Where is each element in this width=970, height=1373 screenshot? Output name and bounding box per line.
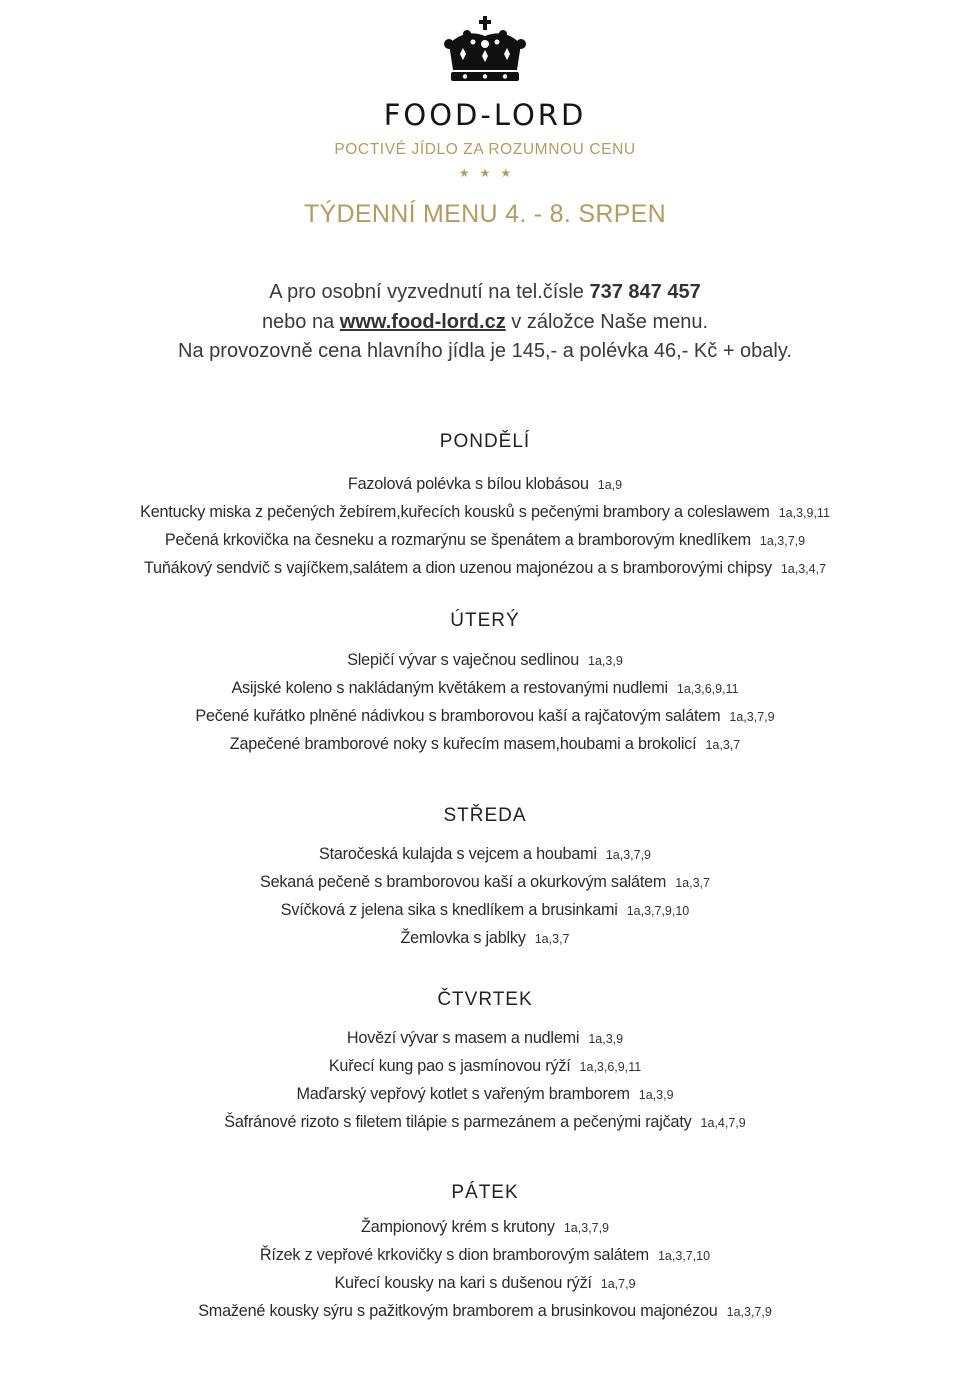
website-link[interactable]: www.food-lord.cz (339, 311, 506, 333)
dish-name: Šafránové rizoto s filetem tilápie s parmezánem a pečenými rajčaty (224, 1113, 692, 1131)
menu-item (0, 707, 970, 726)
info-text: A pro osobní vyzvednutí na tel.čísle (269, 281, 584, 303)
info-line-web (0, 311, 970, 334)
allergens: 1a,3,7,10 (657, 1249, 711, 1263)
allergens: 1a,3,7 (705, 738, 741, 752)
allergens: 1a,3,9 (588, 1032, 624, 1046)
day-heading: PÁTEK (451, 1182, 519, 1203)
dish-name: Kuřecí kung pao s jasmínovou rýží (328, 1057, 571, 1075)
menu-item (0, 1057, 970, 1076)
allergens: 1a,3,7,9 (605, 848, 651, 862)
dish-name: Žampionový krém s krutony (361, 1218, 555, 1236)
rating-stars: ★★★ (458, 166, 522, 180)
menu-item (0, 1029, 970, 1048)
allergens: 1a,3,7,9 (759, 534, 806, 548)
dish-name: Fazolová polévka s bílou klobásou (347, 475, 589, 493)
menu-item (0, 679, 970, 698)
dish-name: Asijské koleno s nakládaným květákem a restovanými nudlemi (231, 679, 668, 697)
logo (0, 14, 970, 88)
dish-name: Smažené kousky sýru s pažitkovým bramborem a brusinkovou majonézou (198, 1302, 718, 1320)
menu-item (0, 1302, 970, 1321)
allergens: 1a,4,7,9 (700, 1116, 746, 1130)
allergens: 1a,3,6,9,11 (676, 682, 739, 696)
phone-number[interactable]: 737 847 457 (589, 281, 701, 303)
menu-item (0, 651, 970, 670)
dish-name: Kuřecí kousky na kari s dušenou rýží (334, 1274, 592, 1292)
day-heading: ÚTERÝ (450, 610, 520, 631)
info-text: v záložce Naše menu. (511, 311, 709, 333)
dish-name: Zapečené bramborové noky s kuřecím masem,houbami a brokolicí (229, 735, 697, 753)
menu-item (0, 1113, 970, 1132)
dish-name: Kentucky miska z pečených žebírem,kuřecích kousků s pečenými brambory a coleslawem (140, 503, 770, 521)
menu-item (0, 503, 970, 522)
dish-name: Řízek z vepřové krkovičky s dion bramborovým salátem (259, 1246, 649, 1264)
menu-title: TÝDENNÍ MENU 4. - 8. SRPEN (303, 200, 667, 228)
crown-icon (443, 14, 527, 88)
allergens: 1a,3,6,9,11 (579, 1060, 642, 1074)
brand-tagline: POCTIVÉ JÍDLO ZA ROZUMNOU CENU (334, 141, 636, 158)
info-line-phone (0, 281, 970, 304)
menu-item (0, 1246, 970, 1265)
allergens: 1a,3,9 (588, 654, 623, 668)
menu-item (0, 1085, 970, 1104)
dish-name: Pečené kuřátko plněné nádivkou s bramborovou kaší a rajčatovým salátem (195, 707, 721, 725)
allergens: 1a,3,7 (534, 932, 570, 946)
allergens: 1a,3,7,9,10 (626, 904, 690, 918)
dish-name: Staročeská kulajda s vejcem a houbami (318, 845, 597, 863)
dish-name: Tuňákový sendvič s vajíčkem,salátem a dion uzenou majonézou a s bramborovými chipsy (143, 559, 772, 577)
brand-name: FOOD-LORD (383, 98, 587, 132)
allergens: 1a,3,7,9 (729, 710, 775, 724)
menu-item (0, 929, 970, 948)
menu-item (0, 1218, 970, 1237)
day-heading: STŘEDA (443, 805, 527, 826)
menu-item (0, 873, 970, 892)
day-heading: ČTVRTEK (437, 989, 533, 1010)
day-heading: PONDĚLÍ (439, 431, 531, 452)
allergens: 1a,3,7,9 (726, 1305, 772, 1319)
allergens: 1a,3,7,9 (563, 1221, 609, 1235)
dish-name: Hovězí vývar s masem a nudlemi (346, 1029, 580, 1047)
allergens: 1a,3,9 (638, 1088, 674, 1102)
dish-name: Svíčková z jelena sika s knedlíkem a brusinkami (280, 901, 618, 919)
allergens: 1a,3,7 (675, 876, 710, 890)
dish-name: Pečená krkovička na česneku a rozmarýnu se špenátem a bramborovým knedlíkem (164, 531, 751, 549)
dish-name: Žemlovka s jablky (400, 929, 526, 947)
menu-item (0, 531, 970, 550)
menu-item (0, 559, 970, 578)
menu-item (0, 901, 970, 920)
allergens: 1a,7,9 (600, 1277, 636, 1291)
menu-item (0, 735, 970, 754)
info-text: nebo na (261, 311, 335, 333)
dish-name: Maďarský vepřový kotlet s vařeným bramborem (296, 1085, 630, 1103)
info-line-price: Na provozovně cena hlavního jídla je 145,- a polévka 46,- Kč + obaly. (178, 340, 792, 362)
allergens: 1a,3,9,11 (778, 506, 830, 520)
dish-name: Sekaná pečeně s bramborovou kaší a okurkovým salátem (260, 873, 667, 891)
dish-name: Slepičí vývar s vaječnou sedlinou (347, 651, 580, 669)
menu-item (0, 845, 970, 864)
allergens: 1a,9 (597, 478, 623, 492)
menu-item (0, 475, 970, 494)
allergens: 1a,3,4,7 (780, 562, 827, 576)
menu-item (0, 1274, 970, 1293)
